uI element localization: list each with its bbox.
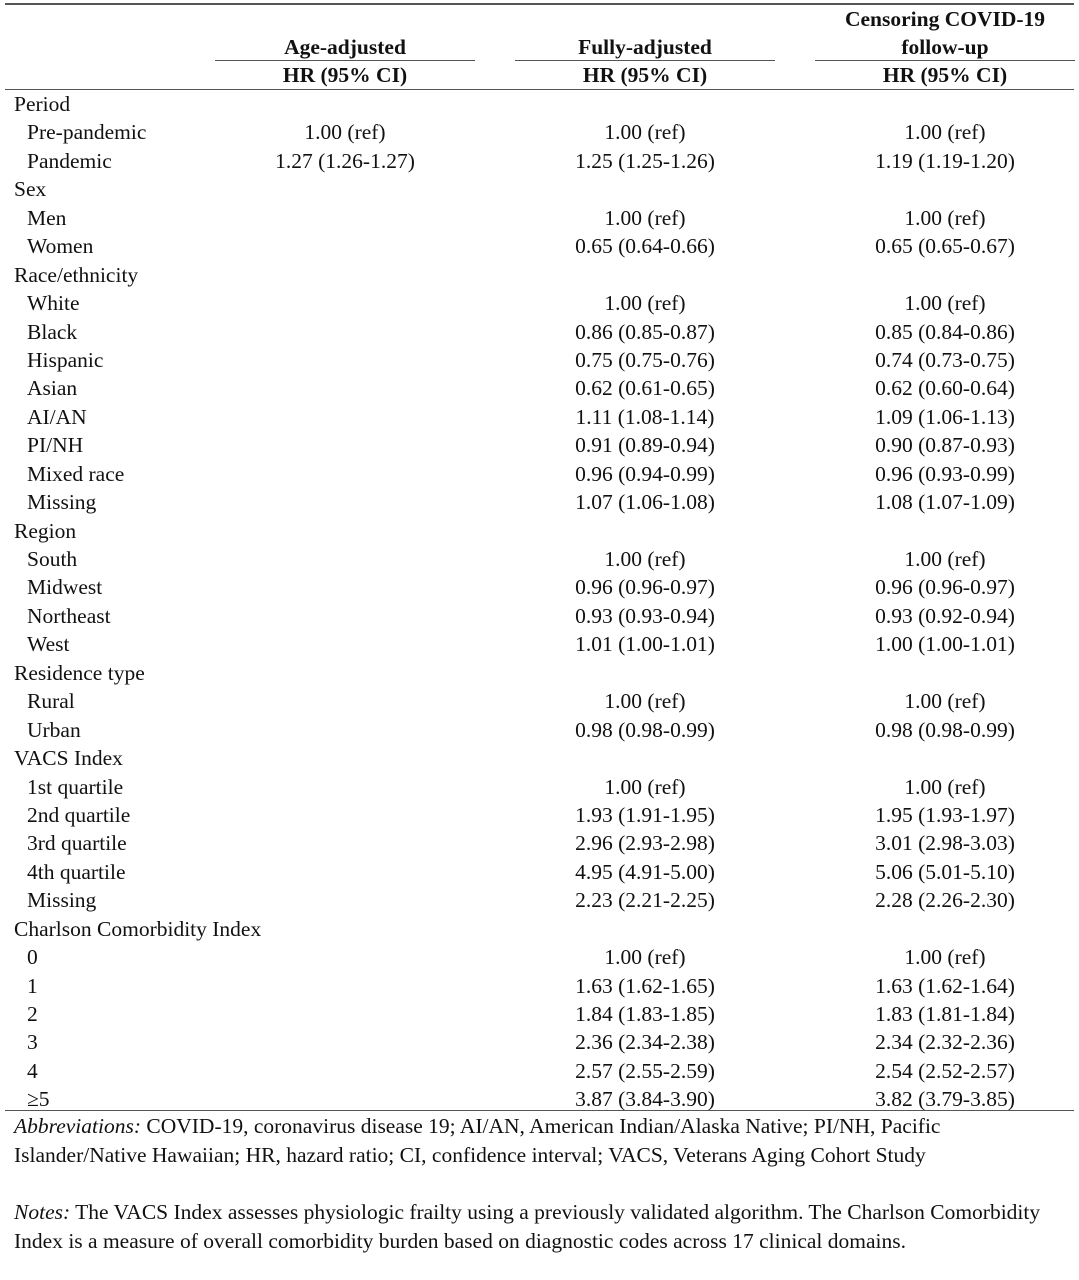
cell-fully-adjusted: 1.00 (ref) [604, 291, 686, 316]
cell-fully-adjusted: 0.62 (0.61-0.65) [575, 376, 715, 401]
cell-censoring: 1.08 (1.07-1.09) [875, 490, 1015, 515]
table-row [0, 460, 1079, 488]
cell-censoring: 0.65 (0.65-0.67) [875, 234, 1015, 259]
row-label: Charlson Comorbidity Index [14, 916, 262, 941]
cell-fully-adjusted: 1.00 (ref) [604, 774, 686, 799]
table-row [0, 488, 1079, 516]
row-label: Period [14, 92, 71, 116]
row-label: Women [27, 234, 94, 259]
table-row [0, 232, 1079, 260]
table-row [0, 403, 1079, 431]
row-label: Hispanic [27, 347, 104, 372]
row-label: White [27, 291, 80, 316]
cell-censoring: 2.28 (2.26-2.30) [875, 888, 1015, 913]
row-label: West [27, 632, 70, 657]
cell-censoring: 0.62 (0.60-0.64) [875, 376, 1015, 401]
cell-censoring: 1.00 (ref) [904, 945, 986, 970]
cell-fully-adjusted: 1.07 (1.06-1.08) [575, 490, 715, 515]
cell-fully-adjusted: 2.23 (2.21-2.25) [575, 888, 715, 913]
cell-fully-adjusted: 1.01 (1.00-1.01) [575, 632, 715, 657]
table-bottom-rule [5, 1110, 1074, 1111]
footnote-abbreviations [14, 1112, 1074, 1169]
row-label: 3 [27, 1030, 38, 1055]
cell-age-adjusted: 1.00 (ref) [304, 120, 386, 145]
row-label: Sex [14, 177, 47, 202]
footnote-notes-text: The VACS Index assesses physiologic frailty using a previously validated algorithm. The Charlson Comorbidity Index is a measure of overall comorbidity burden based on diagnostic codes across 17 clinical domains. [14, 1200, 1041, 1253]
row-label: Rural [27, 689, 75, 714]
row-label: Pre-pandemic [27, 120, 147, 145]
cell-fully-adjusted: 0.65 (0.64-0.66) [575, 234, 715, 259]
table-row [0, 972, 1079, 1000]
row-label: 1 [27, 973, 38, 998]
table-section-row [0, 517, 1079, 545]
cell-fully-adjusted: 0.75 (0.75-0.76) [575, 347, 715, 372]
header-col1-sub: HR (95% CI) [282, 63, 408, 87]
table-row [0, 886, 1079, 914]
cell-censoring: 1.00 (ref) [904, 774, 986, 799]
cell-fully-adjusted: 0.86 (0.85-0.87) [575, 319, 715, 344]
cell-censoring: 1.63 (1.62-1.64) [875, 973, 1015, 998]
table-section-row [0, 744, 1079, 772]
row-label: Northeast [27, 603, 111, 628]
header-age-adjusted: Age-adjusted [284, 35, 406, 59]
table-row [0, 687, 1079, 715]
table-row [0, 1057, 1079, 1085]
row-label: Asian [27, 376, 78, 401]
row-label: Men [27, 205, 67, 230]
table-row [0, 1028, 1079, 1056]
table-section-row [0, 90, 1079, 118]
row-label: South [27, 547, 78, 571]
row-label: Pandemic [27, 148, 112, 173]
cell-fully-adjusted: 1.63 (1.62-1.65) [575, 973, 715, 998]
row-label: 1st quartile [27, 774, 124, 799]
header-fully-adjusted: Fully-adjusted [578, 35, 712, 59]
table-row [0, 716, 1079, 744]
table-row [0, 431, 1079, 459]
cell-censoring: 1.19 (1.19-1.20) [875, 148, 1015, 173]
table-section-row [0, 175, 1079, 203]
cell-censoring: 0.93 (0.92-0.94) [875, 603, 1015, 628]
cell-fully-adjusted: 0.91 (0.89-0.94) [575, 433, 715, 458]
header-censoring-line1: Censoring COVID-19 [844, 7, 1046, 31]
cell-fully-adjusted: 1.00 (ref) [604, 689, 686, 714]
table-row [0, 318, 1079, 346]
cell-censoring: 3.82 (3.79-3.85) [875, 1087, 1015, 1112]
table-row [0, 829, 1079, 857]
cell-fully-adjusted: 2.57 (2.55-2.59) [575, 1058, 715, 1083]
cell-fully-adjusted: 3.87 (3.84-3.90) [575, 1087, 715, 1112]
cell-censoring: 1.83 (1.81-1.84) [875, 1002, 1015, 1026]
row-label: 3rd quartile [27, 831, 127, 856]
table-row [0, 630, 1079, 658]
table-row [0, 573, 1079, 601]
cell-censoring: 1.00 (ref) [904, 291, 986, 316]
row-label: Missing [27, 490, 97, 515]
cell-fully-adjusted: 1.00 (ref) [604, 945, 686, 970]
cell-fully-adjusted: 2.36 (2.34-2.38) [575, 1030, 715, 1055]
cell-censoring: 0.74 (0.73-0.75) [875, 347, 1015, 372]
cell-fully-adjusted: 1.00 (ref) [604, 120, 686, 145]
table-row [0, 801, 1079, 829]
cell-censoring: 3.01 (2.98-3.03) [875, 831, 1015, 856]
cell-censoring: 0.98 (0.98-0.99) [875, 717, 1015, 742]
row-label: Mixed race [27, 461, 125, 486]
table-row [0, 346, 1079, 374]
table-row [0, 147, 1079, 175]
header-col2-sub: HR (95% CI) [582, 63, 708, 87]
table-row [0, 374, 1079, 402]
row-label: AI/AN [27, 404, 87, 429]
cell-censoring: 1.00 (ref) [904, 120, 986, 145]
table-row [0, 1000, 1079, 1028]
table-row [0, 773, 1079, 801]
row-label: 2 [27, 1002, 38, 1026]
table-section-row [0, 659, 1079, 687]
table-section-row [0, 261, 1079, 289]
footnote-abbreviations-label: Abbreviations: [14, 1114, 141, 1138]
cell-censoring: 0.90 (0.87-0.93) [875, 433, 1015, 458]
cell-fully-adjusted: 1.11 (1.08-1.14) [575, 404, 715, 429]
cell-fully-adjusted: 0.96 (0.96-0.97) [575, 575, 715, 600]
cell-censoring: 0.85 (0.84-0.86) [875, 319, 1015, 344]
row-label: VACS Index [14, 746, 123, 771]
row-label: Black [27, 319, 78, 344]
cell-fully-adjusted: 1.93 (1.91-1.95) [575, 802, 715, 827]
cell-censoring: 5.06 (5.01-5.10) [875, 859, 1015, 884]
row-label: 4 [27, 1058, 38, 1083]
row-label: Region [14, 518, 77, 543]
row-label: 2nd quartile [27, 802, 131, 827]
row-label: 4th quartile [27, 859, 126, 884]
cell-censoring: 1.00 (ref) [904, 547, 986, 571]
cell-fully-adjusted: 0.93 (0.93-0.94) [575, 603, 715, 628]
table-row [0, 545, 1079, 573]
cell-censoring: 1.00 (1.00-1.01) [875, 632, 1015, 657]
cell-censoring: 0.96 (0.93-0.99) [875, 461, 1015, 486]
cell-censoring: 1.00 (ref) [904, 689, 986, 714]
cell-fully-adjusted: 1.00 (ref) [604, 205, 686, 230]
cell-censoring: 1.95 (1.93-1.97) [875, 802, 1015, 827]
cell-fully-adjusted: 2.96 (2.93-2.98) [575, 831, 715, 856]
row-label: ≥5 [27, 1087, 50, 1112]
row-label: Urban [27, 717, 81, 742]
cell-fully-adjusted: 1.25 (1.25-1.26) [575, 148, 715, 173]
cell-censoring: 2.54 (2.52-2.57) [875, 1058, 1015, 1083]
cell-age-adjusted: 1.27 (1.26-1.27) [275, 148, 415, 173]
cell-fully-adjusted: 1.00 (ref) [604, 547, 686, 571]
table-body [0, 90, 1079, 1114]
cell-fully-adjusted: 1.84 (1.83-1.85) [575, 1002, 715, 1026]
table-row [0, 858, 1079, 886]
header-censoring-line2: follow-up [901, 35, 989, 59]
row-label: Residence type [14, 660, 145, 685]
header-col3-sub: HR (95% CI) [882, 63, 1008, 87]
table-section-row [0, 915, 1079, 943]
row-label: Race/ethnicity [14, 262, 139, 287]
cell-fully-adjusted: 0.96 (0.94-0.99) [575, 461, 715, 486]
footnote-abbreviations-text: COVID-19, coronavirus disease 19; AI/AN, American Indian/Alaska Native; PI/NH, Pacific Islander/Native Hawaiian; HR, hazard ratio; CI, confidence interval; VACS, Veterans Aging Cohort Study [14, 1114, 941, 1167]
cell-fully-adjusted: 0.98 (0.98-0.99) [575, 717, 715, 742]
row-label: 0 [27, 945, 38, 970]
table-row [0, 289, 1079, 317]
row-label: PI/NH [27, 433, 84, 458]
cell-censoring: 1.09 (1.06-1.13) [875, 404, 1015, 429]
cell-censoring: 2.34 (2.32-2.36) [875, 1030, 1015, 1055]
cell-censoring: 1.00 (ref) [904, 205, 986, 230]
row-label: Missing [27, 888, 97, 913]
table-row [0, 204, 1079, 232]
table-row [0, 602, 1079, 630]
cell-censoring: 0.96 (0.96-0.97) [875, 575, 1015, 600]
table-row [0, 118, 1079, 146]
row-label: Midwest [27, 575, 103, 600]
cell-fully-adjusted: 4.95 (4.91-5.00) [575, 859, 715, 884]
table-row [0, 943, 1079, 971]
footnote-notes [14, 1198, 1074, 1255]
footnote-notes-label: Notes: [14, 1200, 71, 1224]
